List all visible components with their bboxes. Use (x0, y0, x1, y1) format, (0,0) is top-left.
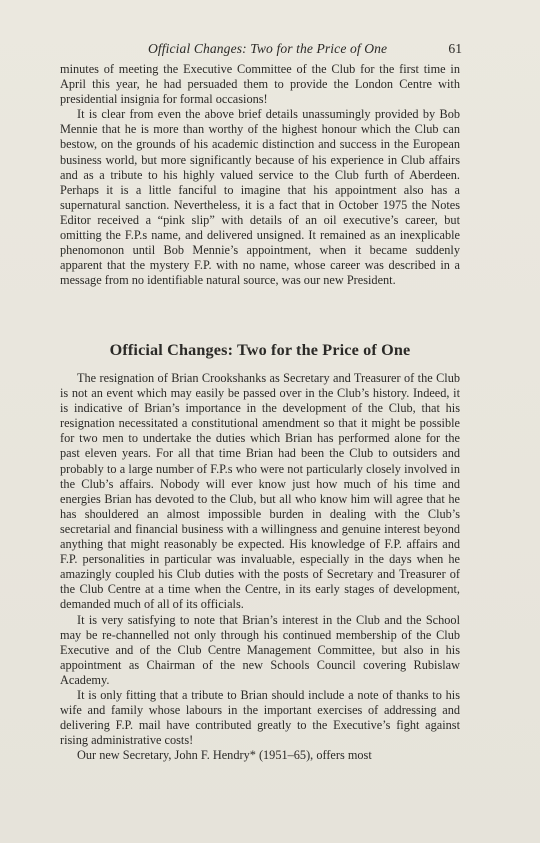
page-number: 61 (448, 41, 462, 56)
section-heading: Official Changes: Two for the Price of One (109, 341, 411, 359)
paragraph: It is clear from even the above brief details unassumingly provided by Bob Mennie that he is more than worthy of the highest honour which the Club can bestow, on the grounds of his academic distinction and success in the European business world, but more significantly because of his experience in Club affairs and as a tribute to his highly valued service to the Club furth of Aberdeen. Perhaps it is a little fanciful to imagine that his appointment also has a supernatural sanction. Nevertheless, it is a fact that in October 1975 the Notes Editor received a “pink slip” with details of an oil executive’s career, but omitting the F.P.s name, and delivered unsigned. It remained as an inexplicable phenomonon until Bob Mennie’s appointment, when it became suddenly apparent that the mystery F.P. with no name, whose career was described in a message from no identifiable natural source, was our new President. (60, 107, 460, 288)
running-head (60, 41, 460, 59)
running-head-title: Official Changes: Two for the Price of One (148, 41, 388, 56)
first-section-body (60, 62, 460, 288)
paragraph: The resignation of Brian Crookshanks as Secretary and Treasurer of the Club is not an event which may easily be passed over in the Club’s history. Indeed, it is indicative of Brian’s importance in the development of the Club, that his resignation necessitated a constitutional amendment so that it might be possible for two men to undertake the duties which Brian has performed alone for the past eleven years. For all that time Brian had been the Club to outsiders and probably to a large number of F.P.s who were not particularly closely involved in the Club’s affairs. Nobody will ever know just how much of his time and energies Brian has devoted to the Club, but all who know him will agree that he has shouldered an almost impossible burden in dealing with the Club’s secretarial and financial business with a willingness and genuine interest beyond anything that might reasonably be expected. His knowledge of F.P. affairs and F.P. personalities in particular was invaluable, especially in the days when he amazingly coupled his Club duties with the posts of Secretary and Treasurer of the Club Centre at a time when the Centre, in its early stages of development, demanded much of all of its officials. (60, 371, 460, 612)
paragraph: minutes of meeting the Executive Committee of the Club for the first time in April this year, he had persuaded them to provide the London Centre with presidential insignia for formal occasions! (60, 62, 460, 107)
paragraph: It is very satisfying to note that Brian’s interest in the Club and the School may be re-channelled not only through his continued membership of the Club Executive and of the Club Centre Management Committee, but also in his appointment as Chairman of the new Schools Council covering Rubislaw Academy. (60, 612, 460, 687)
paragraph: Our new Secretary, John F. Hendry* (1951–65), offers most (77, 748, 372, 763)
paragraph: It is only fitting that a tribute to Brian should include a note of thanks to his wife and family whose labours in the important exercises of addressing and delivering F.P. mail have contributed greatly to the Executive’s fight against rising administrative costs! (60, 687, 460, 748)
second-section-body (60, 371, 460, 763)
